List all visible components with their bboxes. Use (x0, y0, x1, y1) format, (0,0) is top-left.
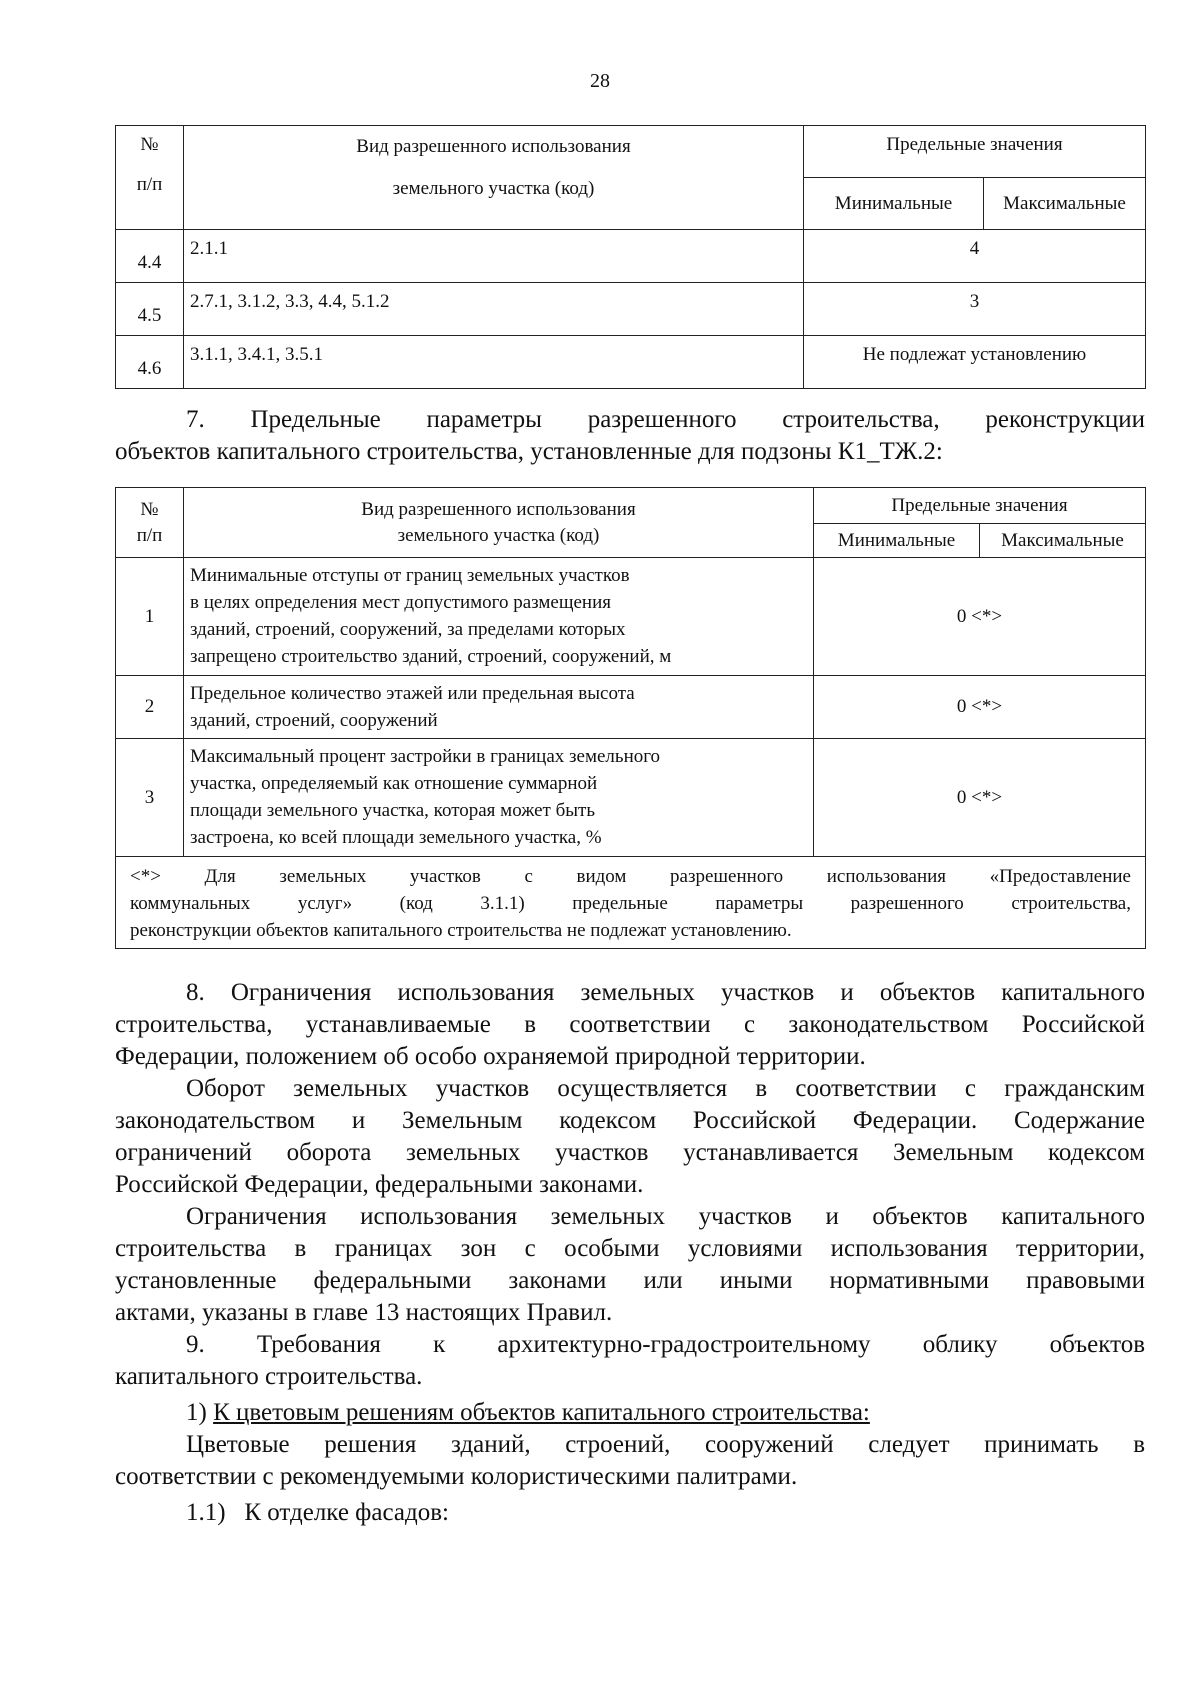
row-number: 2 (116, 676, 184, 739)
table-row (116, 283, 1146, 336)
description-line: зданий, строений, сооружений (190, 710, 438, 731)
number-sign: № (140, 134, 159, 155)
description-line: зданий, строений, сооружений, за пределами которых (190, 619, 626, 640)
number-abbrev: п/п (136, 174, 163, 195)
row-description (184, 676, 814, 739)
footnote-line: <*> Для земельных участков с видом разрешенного использования «Предоставление (130, 866, 1131, 887)
paragraph-line: строительства, устанавливаемые в соответствии с законодательством Российской (115, 1011, 1145, 1038)
description-line: застроена, ко всей площади земельного участка, % (190, 827, 602, 848)
row-description (184, 558, 814, 676)
kind-header-line2: земельного участка (код) (392, 178, 595, 199)
paragraph-line: 9. Требования к архитектурно-градостроительному облику объектов (186, 1331, 1145, 1358)
column-header-number (116, 126, 184, 230)
column-header-min: Минимальные (804, 178, 984, 230)
page-number: 28 (590, 70, 610, 92)
column-header-limits: Предельные значения (804, 126, 1146, 178)
description-line: в целях определения мест допустимого размещения (190, 592, 611, 613)
column-header-kind (184, 126, 804, 230)
paragraph-line: капитального строительства. (115, 1363, 423, 1390)
subsection-title: К цветовым решениям объектов капитального строительства: (213, 1399, 870, 1426)
subsection-number: 1.1) (186, 1499, 226, 1526)
limits-table-k1-tzh2 (115, 487, 1146, 949)
row-number: 1 (116, 558, 184, 676)
table-row (116, 558, 1146, 676)
subsection-title: К отделке фасадов: (244, 1499, 449, 1526)
paragraph-line: установленные федеральными законами или иными нормативными правовыми (115, 1267, 1145, 1294)
row-value: 0 <*> (814, 739, 1146, 857)
paragraph-line: Федерации, положением об особо охраняемой природной территории. (115, 1043, 866, 1070)
subsection-number: 1) (186, 1399, 207, 1426)
paragraph-line: соответствии с рекомендуемыми колористическими палитрами. (115, 1463, 798, 1490)
kind-header-line1: Вид разрешенного использования (356, 136, 631, 157)
column-header-kind (184, 488, 814, 558)
kind-header-line1: Вид разрешенного использования (361, 498, 636, 520)
row-number: 4.6 (116, 336, 184, 389)
description-line: запрещено строительство зданий, строений, сооружений, м (190, 646, 672, 667)
description-line: площади земельного участка, которая может быть (190, 800, 595, 821)
row-value: Не подлежат установлению (804, 336, 1146, 389)
row-number: 4.4 (116, 230, 184, 283)
column-header-max: Максимальные (980, 524, 1146, 558)
row-code: 2.1.1 (184, 230, 804, 283)
table-footnote-row (116, 857, 1146, 949)
footnote-line: коммунальных услуг» (код 3.1.1) предельные параметры разрешенного строительства, (130, 893, 1131, 914)
subsection-1-1 (115, 1497, 1145, 1529)
row-value: 3 (804, 283, 1146, 336)
table-row (116, 739, 1146, 857)
paragraph-line: Ограничения использования земельных участков и объектов капитального (186, 1203, 1145, 1230)
paragraph-line: Оборот земельных участков осуществляется в соответствии с гражданским (186, 1075, 1145, 1102)
paragraph-line: актами, указаны в главе 13 настоящих Правил. (115, 1299, 613, 1326)
column-header-number (116, 488, 184, 558)
body-text (115, 977, 1145, 1529)
number-abbrev: п/п (136, 524, 163, 546)
row-value: 0 <*> (814, 558, 1146, 676)
column-header-min: Минимальные (814, 524, 980, 558)
description-line: Минимальные отступы от границ земельных участков (190, 565, 630, 586)
paragraph-line: 8. Ограничения использования земельных участков и объектов капитального (186, 979, 1145, 1006)
paragraph-line: объектов капитального строительства, установленные для подзоны К1_ТЖ.2: (115, 438, 943, 465)
footnote-line: реконструкции объектов капитального строительства не подлежат установлению. (130, 920, 792, 941)
number-sign: № (140, 498, 159, 520)
row-code: 2.7.1, 3.1.2, 3.3, 4.4, 5.1.2 (184, 283, 804, 336)
row-value: 0 <*> (814, 676, 1146, 739)
description-line: Максимальный процент застройки в границах земельного (190, 746, 661, 767)
row-code: 3.1.1, 3.4.1, 3.5.1 (184, 336, 804, 389)
kind-header-line2: земельного участка (код) (397, 524, 600, 546)
row-value: 4 (804, 230, 1146, 283)
paragraph-line: ограничений оборота земельных участков устанавливается Земельным кодексом (115, 1139, 1145, 1166)
table-row (116, 230, 1146, 283)
column-header-max: Максимальные (984, 178, 1146, 230)
table-row (116, 336, 1146, 389)
description-line: участка, определяемый как отношение суммарной (190, 773, 598, 794)
paragraph-7 (115, 404, 1145, 468)
row-number: 4.5 (116, 283, 184, 336)
row-number: 3 (116, 739, 184, 857)
subsection-1 (115, 1397, 1145, 1429)
table-row (116, 676, 1146, 739)
row-description (184, 739, 814, 857)
column-header-limits: Предельные значения (814, 488, 1146, 524)
paragraph-line: Цветовые решения зданий, строений, сооружений следует принимать в (186, 1431, 1145, 1458)
description-line: Предельное количество этажей или предельная высота (190, 683, 635, 704)
paragraph-line: строительства в границах зон с особыми условиями использования территории, (115, 1235, 1145, 1262)
paragraph-line: 7. Предельные параметры разрешенного строительства, реконструкции (186, 406, 1145, 433)
limits-table-continued (115, 125, 1146, 389)
paragraph-line: законодательством и Земельным кодексом Российской Федерации. Содержание (115, 1107, 1145, 1134)
paragraph-line: Российской Федерации, федеральными законами. (115, 1171, 644, 1198)
footnote (116, 857, 1146, 949)
